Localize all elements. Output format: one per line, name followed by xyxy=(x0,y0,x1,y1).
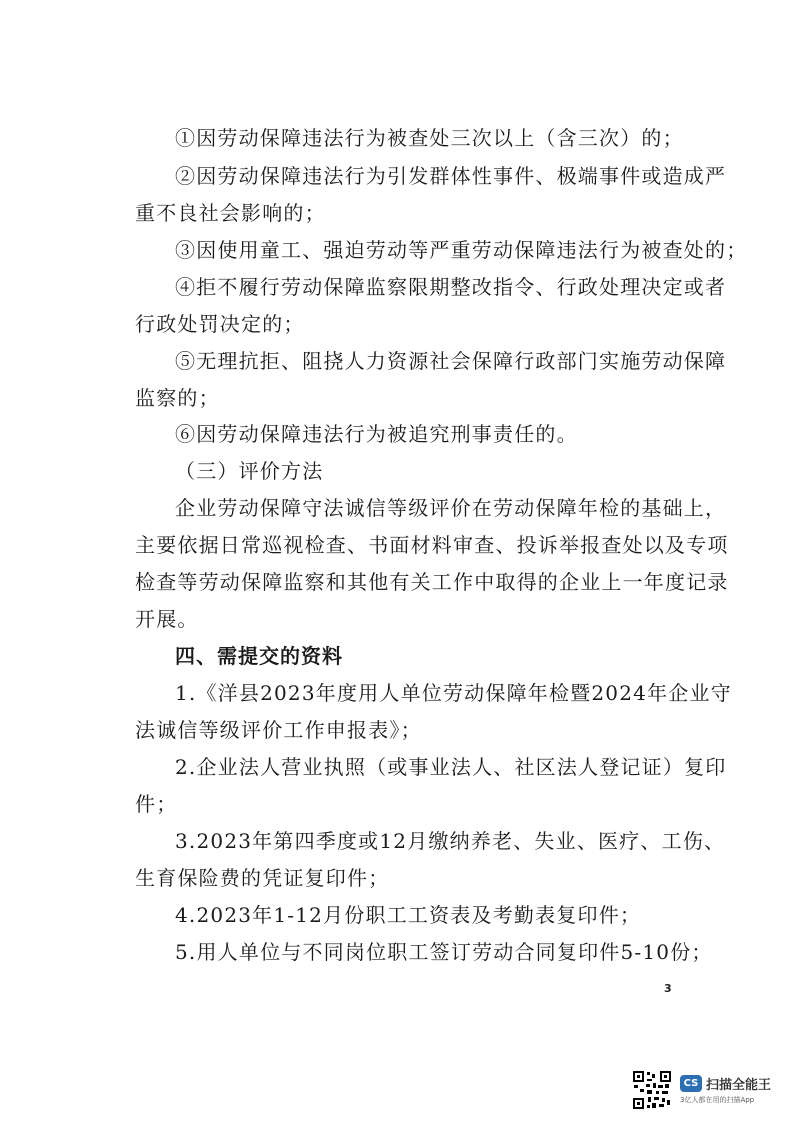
camscanner-tagline: 3亿人都在用的扫描App xyxy=(680,1096,755,1104)
list-item: 3.2023年第四季度或12月缴纳养老、失业、医疗、工伤、 xyxy=(175,829,726,853)
list-item: 5.用人单位与不同岗位职工签订劳动合同复印件5-10份； xyxy=(175,940,713,964)
list-item-continued: 行政处罚决定的； xyxy=(135,312,305,336)
list-item-continued: 监察的； xyxy=(135,386,220,410)
paragraph-line: 开展。 xyxy=(135,607,199,631)
section-heading: 四、需提交的资料 xyxy=(175,644,343,668)
list-item: ⑥因劳动保障违法行为被追究刑事责任的。 xyxy=(175,422,578,446)
list-item: 2.企业法人营业执照（或事业法人、社区法人登记证）复印 xyxy=(175,755,727,779)
list-item: ④拒不履行劳动保障监察限期整改指令、行政处理决定或者 xyxy=(175,275,727,299)
list-item: ②因劳动保障违法行为引发群体性事件、极端事件或造成严 xyxy=(175,164,727,188)
list-item: 1.《洋县2023年度用人单位劳动保障年检暨2024年企业守 xyxy=(175,681,732,705)
list-item: ①因劳动保障违法行为被查处三次以上（含三次）的； xyxy=(175,126,684,150)
list-item: ③因使用童工、强迫劳动等严重劳动保障违法行为被查处的； xyxy=(175,238,748,262)
camscanner-logo-icon: CS xyxy=(680,1075,702,1092)
paragraph-line: 主要依据日常巡视检查、书面材料审查、投诉举报查处以及专项 xyxy=(135,533,729,557)
list-item-continued: 生育保险费的凭证复印件； xyxy=(135,866,390,890)
section-subheading: （三）评价方法 xyxy=(175,459,324,483)
page-number: 3 xyxy=(664,982,672,995)
list-item-continued: 件； xyxy=(135,792,178,816)
paragraph-line: 检查等劳动保障监察和其他有关工作中取得的企业上一年度记录 xyxy=(135,570,729,594)
scanner-watermark xyxy=(632,1070,782,1110)
paragraph-line: 企业劳动保障守法诚信等级评价在劳动保障年检的基础上， xyxy=(175,496,727,520)
list-item-continued: 重不良社会影响的； xyxy=(135,201,326,225)
qr-code-icon xyxy=(632,1070,672,1110)
list-item-continued: 法诚信等级评价工作申报表》； xyxy=(135,718,422,742)
list-item: ⑤无理抗拒、阻挠人力资源社会保障行政部门实施劳动保障 xyxy=(175,349,727,373)
camscanner-app-name: 扫描全能王 xyxy=(706,1078,772,1093)
list-item: 4.2023年1-12月份职工工资表及考勤表复印件； xyxy=(175,903,642,927)
